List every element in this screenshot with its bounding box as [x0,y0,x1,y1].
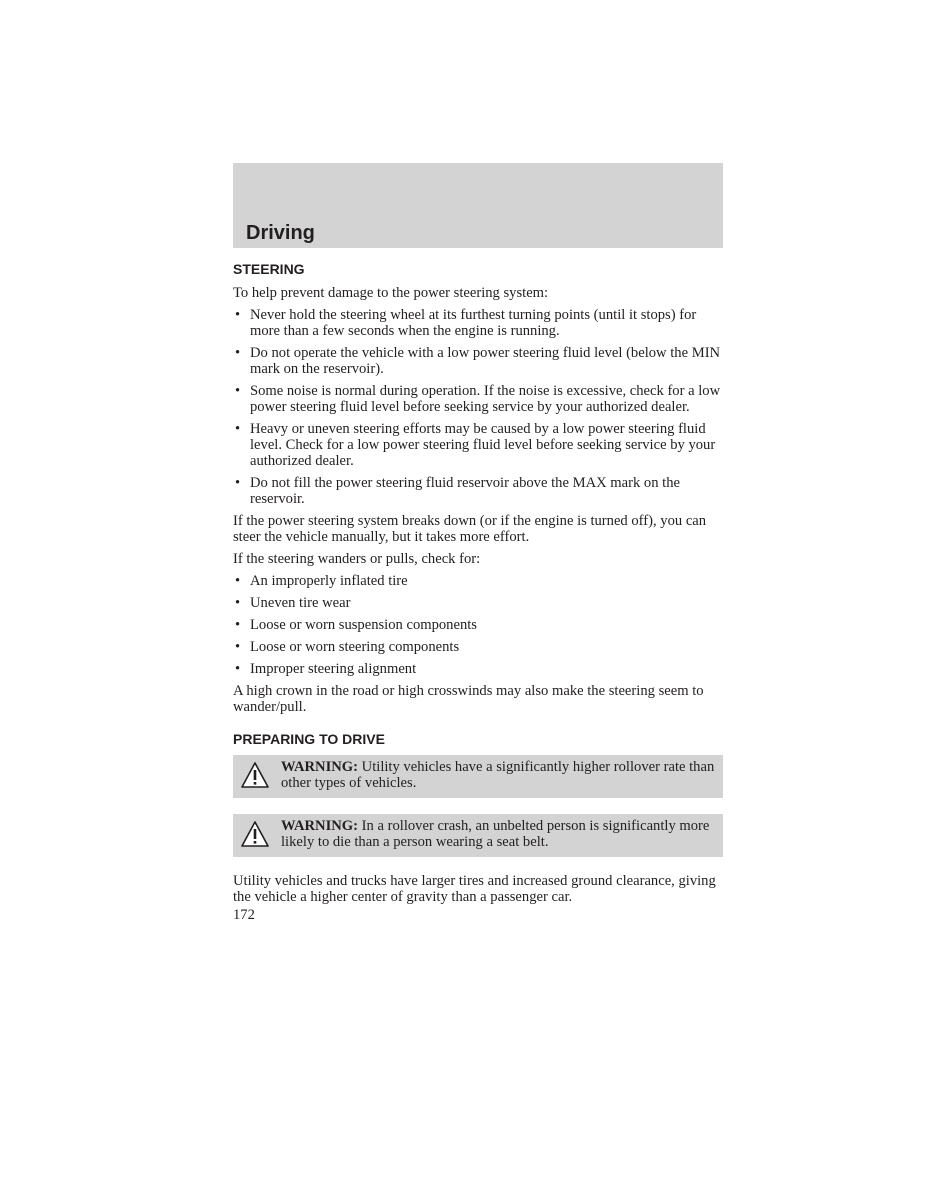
list-item: • Uneven tire wear [233,595,723,611]
breakdown-paragraph: If the power steering system breaks down (or if the engine is turned off), you can steer the vehicle manually, but it takes more effort. [233,513,707,545]
chapter-title: Driving [246,222,315,244]
steering-intro: To help prevent damage to the power steering system: [233,285,549,301]
list-item: • An improperly inflated tire [233,573,723,589]
list-item: • Heavy or uneven steering efforts may be caused by a low power steering fluid level. Check for a low power steering fluid level before seeking service by your authorized dealer. [233,421,723,469]
list-item: • Loose or worn suspension components [233,617,723,633]
warning-label: WARNING: [281,818,359,834]
warning-box-seat-belt [233,814,723,857]
crown-paragraph: A high crown in the road or high crosswinds may also make the steering seem to wander/pull. [233,683,704,715]
warning-triangle-icon [240,761,270,789]
list-item: • Some noise is normal during operation. If the noise is excessive, check for a low power steering fluid level before seeking service by your authorized dealer. [233,383,723,415]
warning-label: WARNING: [281,759,359,775]
warning-text: Utility vehicles have a significantly higher rollover rate than other types of vehicles. [281,759,715,791]
page-content [233,259,723,923]
steering-precautions-list [233,307,723,507]
list-item: • Never hold the steering wheel at its furthest turning points (until it stops) for more than a few seconds when the engine is running. [233,307,723,339]
page-number: 172 [233,907,255,923]
wander-causes-list [233,573,723,677]
wander-intro: If the steering wanders or pulls, check for: [233,551,481,567]
center-of-gravity-paragraph: Utility vehicles and trucks have larger tires and increased ground clearance, giving the vehicle a higher center of gravity than a passenger car. [233,873,716,905]
warning-triangle-icon [240,820,270,848]
list-item: • Do not operate the vehicle with a low power steering fluid level (below the MIN mark on the reservoir). [233,345,723,377]
chapter-header-band [233,163,723,248]
list-item: • Do not fill the power steering fluid reservoir above the MAX mark on the reservoir. [233,475,723,507]
list-item: • Loose or worn steering components [233,639,723,655]
warning-text: In a rollover crash, an unbelted person is significantly more likely to die than a person wearing a seat belt. [281,818,710,850]
list-item: • Improper steering alignment [233,661,723,677]
warning-box-rollover-rate [233,755,723,798]
section-heading-preparing: PREPARING TO DRIVE [233,731,385,747]
section-heading-steering: STEERING [233,261,305,277]
